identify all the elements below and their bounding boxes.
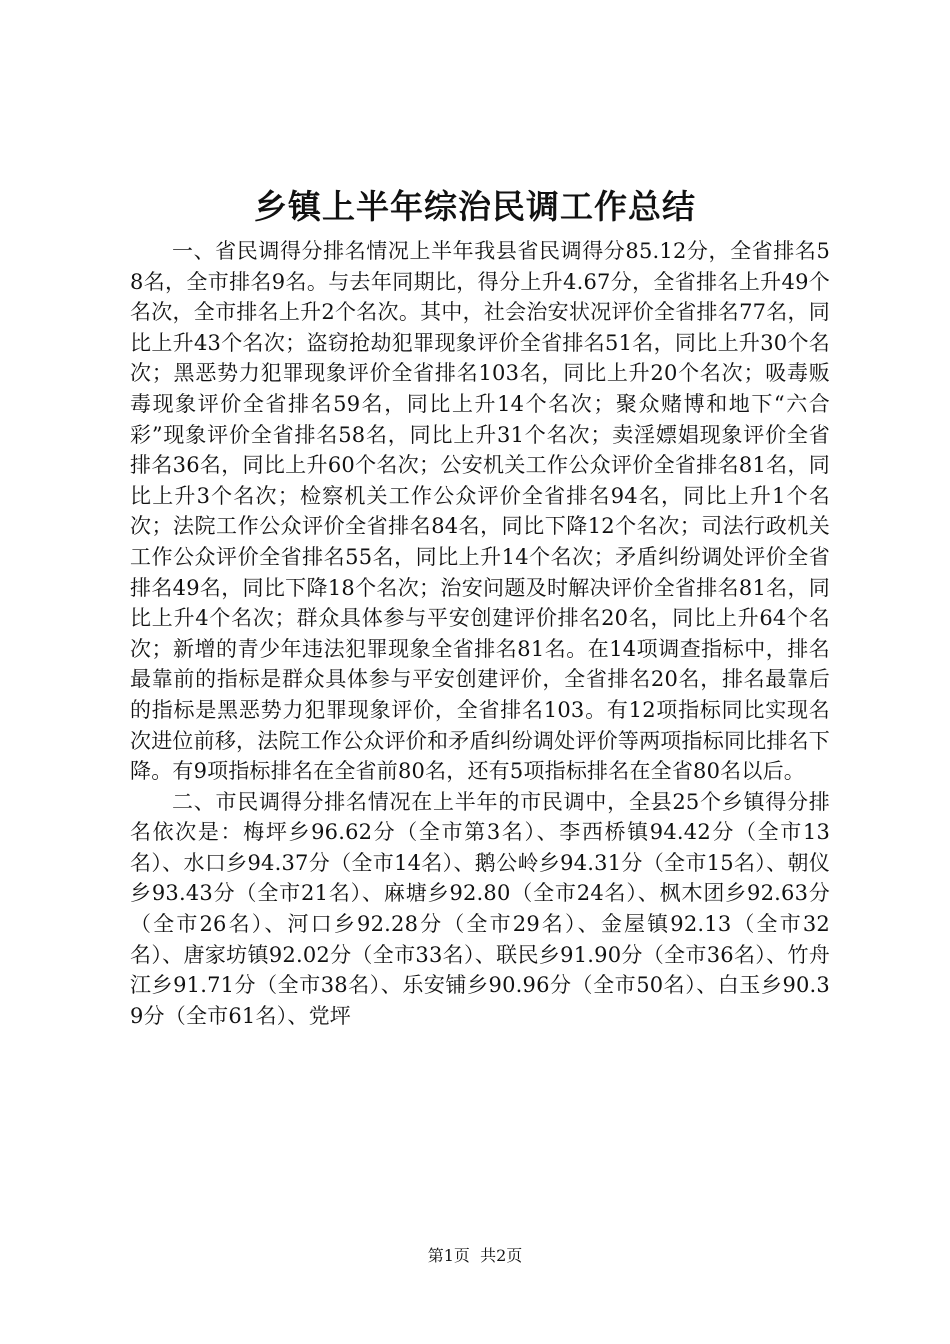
page-footer: 第1页 共2页: [427, 1246, 523, 1265]
paragraph-municipal-survey: 二、市民调得分排名情况在上半年的市民调中，全县25个乡镇得分排名依次是：梅坪乡96.62分（全市第3名）、李西桥镇94.42分（全市13名）、水口乡94.37分（全市14名）、鹅公岭乡94.31分（全市15名）、朝仪乡93.43分（全市21名）、麻塘乡92.80（全市24名）、枫木团乡92.63分（全市26名）、河口乡92.28分（全市29名）、金屋镇92.13（全市32名）、唐家坊镇92.02分（全市33名）、联民乡91.90分（全市36名）、竹舟江乡91.71分（全市38名）、乐安铺乡90.96分（全市50名）、白玉乡90.39分（全市61名）、党坪: [130, 789, 830, 1028]
document-body: [130, 236, 830, 1031]
document-title: 乡镇上半年综治民调工作总结: [254, 187, 696, 226]
paragraph-provincial-survey: 一、省民调得分排名情况上半年我县省民调得分85.12分，全省排名58名，全市排名9名。与去年同期比，得分上升4.67分，全省排名上升49个名次，全市排名上升2个名次。其中，社会治安状况评价全省排名77名，同比上升43个名次；盗窃抢劫犯罪现象评价全省排名51名，同比上升30个名次；黑恶势力犯罪现象评价全省排名103名，同比上升20个名次；吸毒贩毒现象评价全省排名59名，同比上升14个名次；聚众赌博和地下“六合彩”现象评价全省排名58名，同比上升31个名次；卖淫嫖娼现象评价全省排名36名，同比上升60个名次；公安机关工作公众评价全省排名81名，同比上升3个名次；检察机关工作公众评价全省排名94名，同比上升1个名次；法院工作公众评价全省排名84名，同比下降12个名次；司法行政机关工作公众评价全省排名55名，同比上升14个名次；矛盾纠纷调处评价全省排名49名，同比下降18个名次；治安问题及时解决评价全省排名81名，同比上升4个名次；群众具体参与平安创建评价排名20名，同比上升64个名次；新增的青少年违法犯罪现象全省排名81名。在14项调查指标中，排名最靠前的指标是群众具体参与平安创建评价，全省排名20名，排名最靠后的指标是黑恶势力犯罪现象评价，全省排名103。有12项指标同比实现名次进位前移，法院工作公众评价和矛盾纠纷调处评价等两项指标同比排名下降。有9项指标排名在全省前80名，还有5项指标排名在全省80名以后。: [130, 239, 830, 784]
